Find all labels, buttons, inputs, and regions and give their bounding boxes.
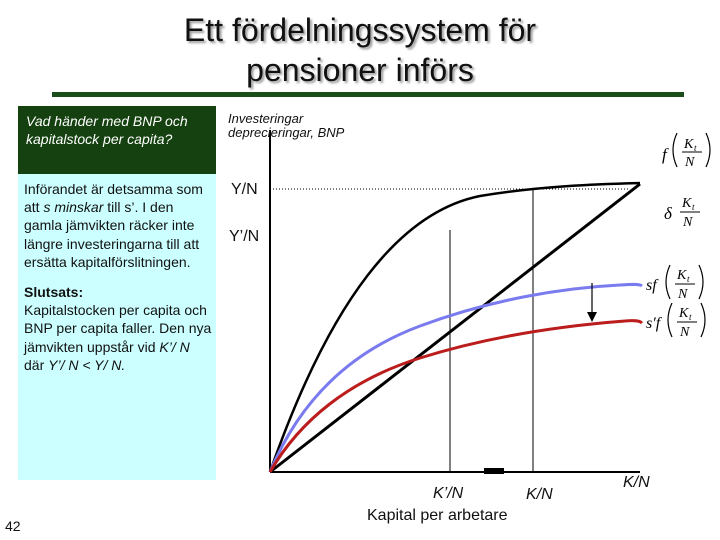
x-tick-k-new: K’/N: [433, 485, 464, 502]
label-sf-right-paren: [699, 265, 703, 299]
label-delta-prefix: δ: [664, 204, 672, 223]
question-box: Vad händer med BNP och kapitalstock per capita?: [18, 106, 216, 174]
summary-heading: Slutsats:: [24, 284, 84, 301]
saving-curve-old: [270, 284, 642, 472]
label-saving-new: [646, 303, 705, 340]
label-sf-left-paren: [666, 265, 670, 299]
label-f-prefix: f: [662, 145, 667, 164]
y-axis-label-line1: Investeringar: [228, 111, 304, 126]
page-number: 42: [5, 518, 21, 534]
label-sf-k: K: [677, 268, 687, 283]
shift-arrow-head: [587, 312, 597, 322]
capital-shift-marker: [484, 468, 504, 474]
label-spf-left-paren: [668, 303, 672, 337]
label-sf-n: N: [678, 287, 688, 302]
label-f-right-paren: [706, 133, 710, 167]
label-f-left-paren: [673, 133, 677, 167]
summary-part-4: Y’/ N < Y/ N.: [48, 356, 126, 373]
label-spf-k: K: [679, 306, 689, 321]
label-delta-k: K: [682, 196, 692, 211]
x-axis-caption: Kapital per arbetare: [367, 507, 508, 524]
label-f-n: N: [685, 155, 695, 170]
label-spf-prefix: s′f: [646, 315, 661, 332]
label-f-k: K: [684, 137, 694, 152]
label-f-t: t: [694, 143, 697, 153]
label-sf-t: t: [687, 274, 690, 284]
explanation-part-3: till s’. I den gamla jämvikten räcker inte längre investeringarna till att ersätta kapitalförslitningen.: [24, 199, 200, 270]
label-spf-right-paren: [701, 303, 705, 337]
y-level-old-label: Y/N: [231, 181, 258, 198]
label-saving-old: [646, 265, 703, 302]
x-tick-k-old: K/N: [526, 486, 553, 503]
slide-title: Ett fördelningssystem för pensioner införs: [183, 12, 537, 88]
label-delta-t: t: [692, 202, 695, 212]
explanation-part-2: s minskar: [43, 199, 104, 216]
label-depreciation: [664, 196, 700, 230]
label-sf-prefix: sf: [646, 277, 657, 294]
summary-part-2: K’/ N: [159, 338, 190, 355]
label-delta-n: N: [683, 215, 693, 230]
label-spf-n: N: [680, 325, 690, 340]
summary-part-1: Kapitalstocken per capita och BNP per capita faller. Den nya jämvikten uppstår vid: [24, 302, 212, 355]
depreciation-line: [270, 184, 640, 472]
explanation-part-1: Införandet är detsamma som att: [24, 181, 203, 216]
label-production: [662, 133, 710, 170]
label-spf-t: t: [689, 312, 692, 322]
y-axis-label-line2: deprecieringar, BNP: [228, 125, 345, 140]
y-level-new-label: Y’/N: [229, 228, 260, 245]
x-axis-label: K/N: [623, 474, 650, 491]
summary-part-3: där: [24, 356, 49, 373]
